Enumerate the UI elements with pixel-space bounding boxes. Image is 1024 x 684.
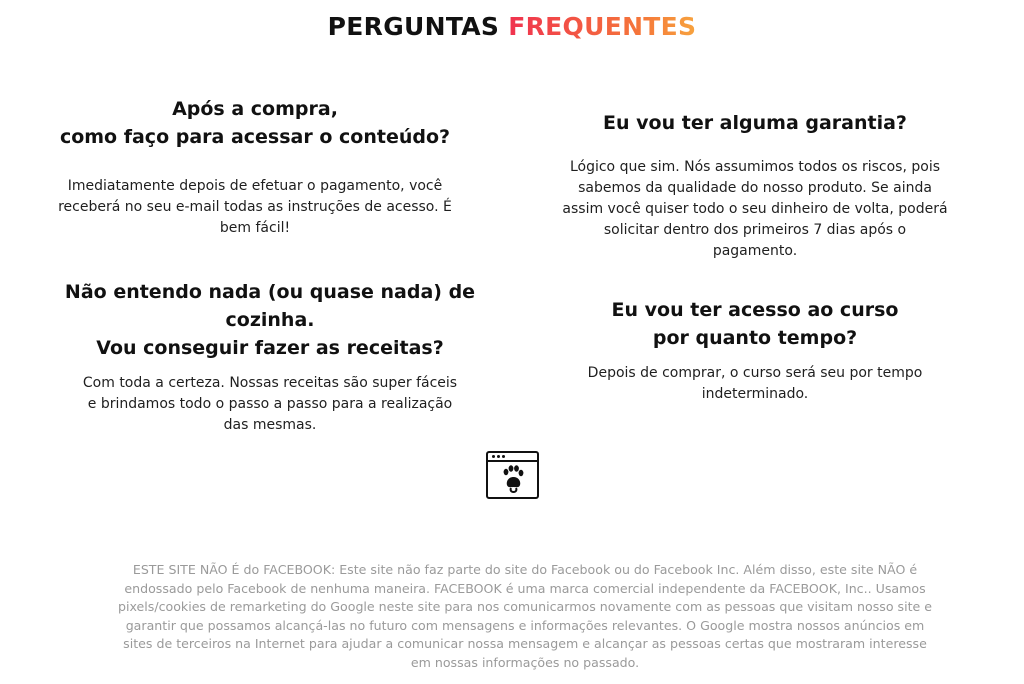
faq-title: [0, 12, 1024, 41]
paw-browser-icon: [486, 451, 539, 499]
faq-question: Eu vou ter alguma garantia?: [603, 112, 907, 134]
browser-dot: [502, 455, 505, 458]
faq-title-main: PERGUNTAS: [327, 12, 500, 41]
browser-bar: [488, 453, 537, 462]
facebook-disclaimer: ESTE SITE NÃO É do FACEBOOK: Este site não faz parte do site do Facebook ou do Facebook Inc. Além disso, este site NÃO é endossado pelo Facebook de nenhuma maneira. FACEBOOK é uma marca comercial independente da FACEBOOK, Inc.. Usamos pixels/cookies de remarketing do Google neste site para nos comunicarmos novamente com as pessoas que visitam nosso site e garantir que possamos alcançá-las no futuro com mensagens e informações relevantes. O Google mostra nossos anúncios em sites de terceiros na Internet para ajudar a comunicar nossa mensagem e alcançar as pessoas certas que mostraram interesse em nossas informações no passado.: [117, 562, 933, 670]
browser-dot: [492, 455, 495, 458]
faq-answer: Imediatamente depois de efetuar o pagamento, você receberá no seu e-mail todas as instruções de acesso. É bem fácil!: [58, 178, 452, 236]
faq-item-duration: [560, 296, 950, 405]
faq-answer: Com toda a certeza. Nossas receitas são super fáceis e brindamos todo o passo a passo para a realização das mesmas.: [82, 375, 458, 433]
faq-item-cooking: [20, 278, 520, 436]
faq-question: Após a compra, como faço para acessar o conteúdo?: [59, 98, 451, 148]
faq-item-guarantee: [560, 109, 950, 262]
faq-item-access: [35, 95, 475, 239]
faq-answer: Depois de comprar, o curso será seu por tempo indeterminado.: [587, 365, 923, 402]
paw-icon: [501, 464, 525, 494]
faq-answer: Lógico que sim. Nós assumimos todos os riscos, pois sabemos da qualidade do nosso produto. Se ainda assim você quiser todo o seu dinheiro de volta, poderá solicitar dentro dos primeiros 7 dias após o pagamento.: [562, 159, 948, 259]
faq-question: Eu vou ter acesso ao curso por quanto tempo?: [611, 299, 899, 349]
faq-title-accent: FREQUENTES: [508, 12, 697, 41]
browser-dot: [497, 455, 500, 458]
faq-question: Não entendo nada (ou quase nada) de cozinha. Vou conseguir fazer as receitas?: [64, 281, 476, 359]
